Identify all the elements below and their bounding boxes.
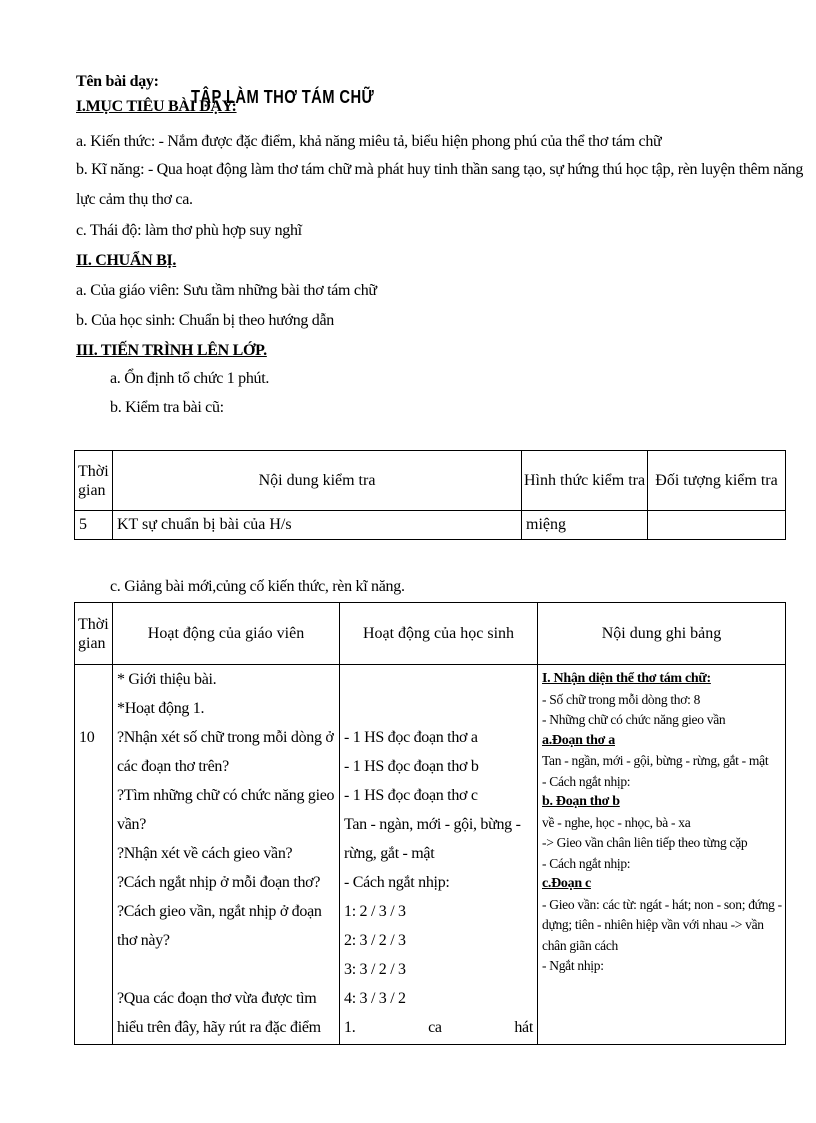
preparation-student: b. Của học sinh: Chuẩn bị theo hướng dẫn (76, 312, 334, 329)
check-header-time: Thời gian (75, 451, 113, 511)
main-cell-student (340, 665, 538, 1045)
student-line: 1: 2 / 3 / 3 (344, 903, 406, 920)
teacher-line: ?Nhận xét về cách gieo vần? (117, 845, 293, 862)
main-header-teacher: Hoạt động của giáo viên (113, 603, 340, 665)
teacher-line: * Giới thiệu bài. (117, 671, 217, 688)
process-step-b: b. Kiểm tra bài cũ: (110, 399, 224, 416)
check-cell-target (648, 511, 786, 540)
board-line: - Ngắt nhịp: (542, 958, 604, 973)
objective-skill-line1: b. Kĩ năng: - Qua hoạt động làm thơ tám chữ mà phát huy tinh thần sang tạo, sự hứng thú học tập, rèn luyện thêm năng (76, 161, 804, 178)
main-header-time: Thời gian (75, 603, 113, 665)
check-header-form: Hình thức kiểm tra (522, 451, 648, 511)
student-word: hát (514, 1019, 533, 1036)
teacher-line: ?Nhận xét số chữ trong mỗi dòng ở (117, 729, 334, 746)
teacher-line: vần? (117, 816, 147, 833)
board-line: -> Gieo vần chân liên tiếp theo từng cặp (542, 835, 748, 850)
student-line: 4: 3 / 3 / 2 (344, 990, 406, 1007)
student-word: 1. (344, 1019, 356, 1036)
board-line: - Số chữ trong mỗi dòng thơ: 8 (542, 691, 701, 707)
main-time-value: 10 (79, 729, 95, 746)
student-word: ca (428, 1019, 442, 1036)
student-line: - Cách ngắt nhịp: (344, 874, 450, 891)
board-line: I. Nhận diện thể thơ tám chữ: (542, 671, 711, 686)
objective-skill-line2: lực cảm thụ thơ ca. (76, 191, 193, 208)
teacher-line: ?Cách ngắt nhịp ở mỗi đoạn thơ? (117, 874, 321, 891)
board-line: về - nghe, học - nhọc, bà - xa (542, 814, 691, 830)
teacher-line: hiểu trên đây, hãy rút ra đặc điểm (117, 1019, 321, 1036)
student-line: - 1 HS đọc đoạn thơ c (344, 787, 478, 804)
main-cell-teacher (113, 665, 340, 1045)
main-header-board: Nội dung ghi bảng (538, 603, 786, 665)
board-line: c.Đoạn c (542, 876, 591, 891)
board-line: a.Đoạn thơ a (542, 732, 615, 748)
teacher-line: *Hoạt động 1. (117, 700, 205, 717)
board-line: - Những chữ có chức năng gieo vần (542, 712, 726, 727)
main-cell-board (538, 665, 786, 1045)
board-line: Tan - ngần, mới - gội, bừng - rừng, gắt - mật (542, 753, 769, 768)
lesson-title: TẬP LÀM THƠ TÁM CHỮ (191, 87, 375, 107)
board-line: chân giãn cách (542, 937, 619, 953)
board-line: b. Đoạn thơ b (542, 794, 620, 809)
process-step-a: a. Ổn định tổ chức 1 phút. (110, 370, 270, 387)
check-header-target: Đối tượng kiểm tra (648, 451, 786, 511)
main-table (74, 602, 786, 1045)
board-line: - Cách ngắt nhịp: (542, 855, 631, 871)
student-line (344, 665, 533, 694)
teacher-line: các đoạn thơ trên? (117, 758, 229, 775)
student-line (344, 694, 533, 723)
student-line: 3: 3 / 2 / 3 (344, 961, 406, 978)
check-table (74, 450, 786, 540)
objective-knowledge: a. Kiến thức: - Nắm được đặc điểm, khả năng miêu tả, biểu hiện phong phú của thể thơ tám chữ (76, 133, 662, 150)
preparation-heading: II. CHUẨN BỊ. (76, 252, 177, 269)
teacher-line (117, 955, 335, 984)
teacher-line: ?Tìm những chữ có chức năng gieo (117, 787, 335, 804)
preparation-teacher: a. Của giáo viên: Sưu tầm những bài thơ tám chữ (76, 282, 377, 299)
main-header-student: Hoạt động của học sinh (340, 603, 538, 665)
lesson-label: Tên bài dạy: (76, 73, 159, 90)
check-header-content: Nội dung kiểm tra (113, 451, 522, 511)
student-line: - 1 HS đọc đoạn thơ a (344, 729, 478, 746)
check-cell-time: 5 (75, 511, 113, 540)
board-line: - Gieo vần: các từ: ngát - hát; non - son; đứng - (542, 896, 782, 912)
teacher-line: thơ này? (117, 932, 170, 949)
main-cell-time (75, 665, 113, 1045)
student-line: rừng, gắt - mật (344, 845, 435, 862)
objectives-heading: I.MỤC TIÊU BÀI DẠY: (76, 98, 237, 115)
process-heading: III. TIẾN TRÌNH LÊN LỚP. (76, 342, 267, 359)
process-step-c: c. Giảng bài mới,củng cố kiến thức, rèn kĩ năng. (110, 578, 405, 595)
student-line: - 1 HS đọc đoạn thơ b (344, 758, 479, 775)
student-line: 2: 3 / 2 / 3 (344, 932, 406, 949)
board-line: dựng; tiên - nhiên hiệp vần với nhau -> vần (542, 917, 764, 932)
student-line-justified (344, 1013, 533, 1042)
teacher-line: ?Qua các đoạn thơ vừa được tìm (117, 990, 317, 1007)
check-cell-form: miệng (522, 511, 648, 540)
student-line: Tan - ngàn, mới - gội, bừng - (344, 816, 521, 833)
board-line: - Cách ngắt nhịp: (542, 773, 631, 789)
objective-attitude: c. Thái độ: làm thơ phù hợp suy nghĩ (76, 222, 302, 239)
check-cell-content: KT sự chuẩn bị bài của H/s (113, 511, 522, 540)
teacher-line: ?Cách gieo vần, ngắt nhịp ở đoạn (117, 903, 322, 920)
